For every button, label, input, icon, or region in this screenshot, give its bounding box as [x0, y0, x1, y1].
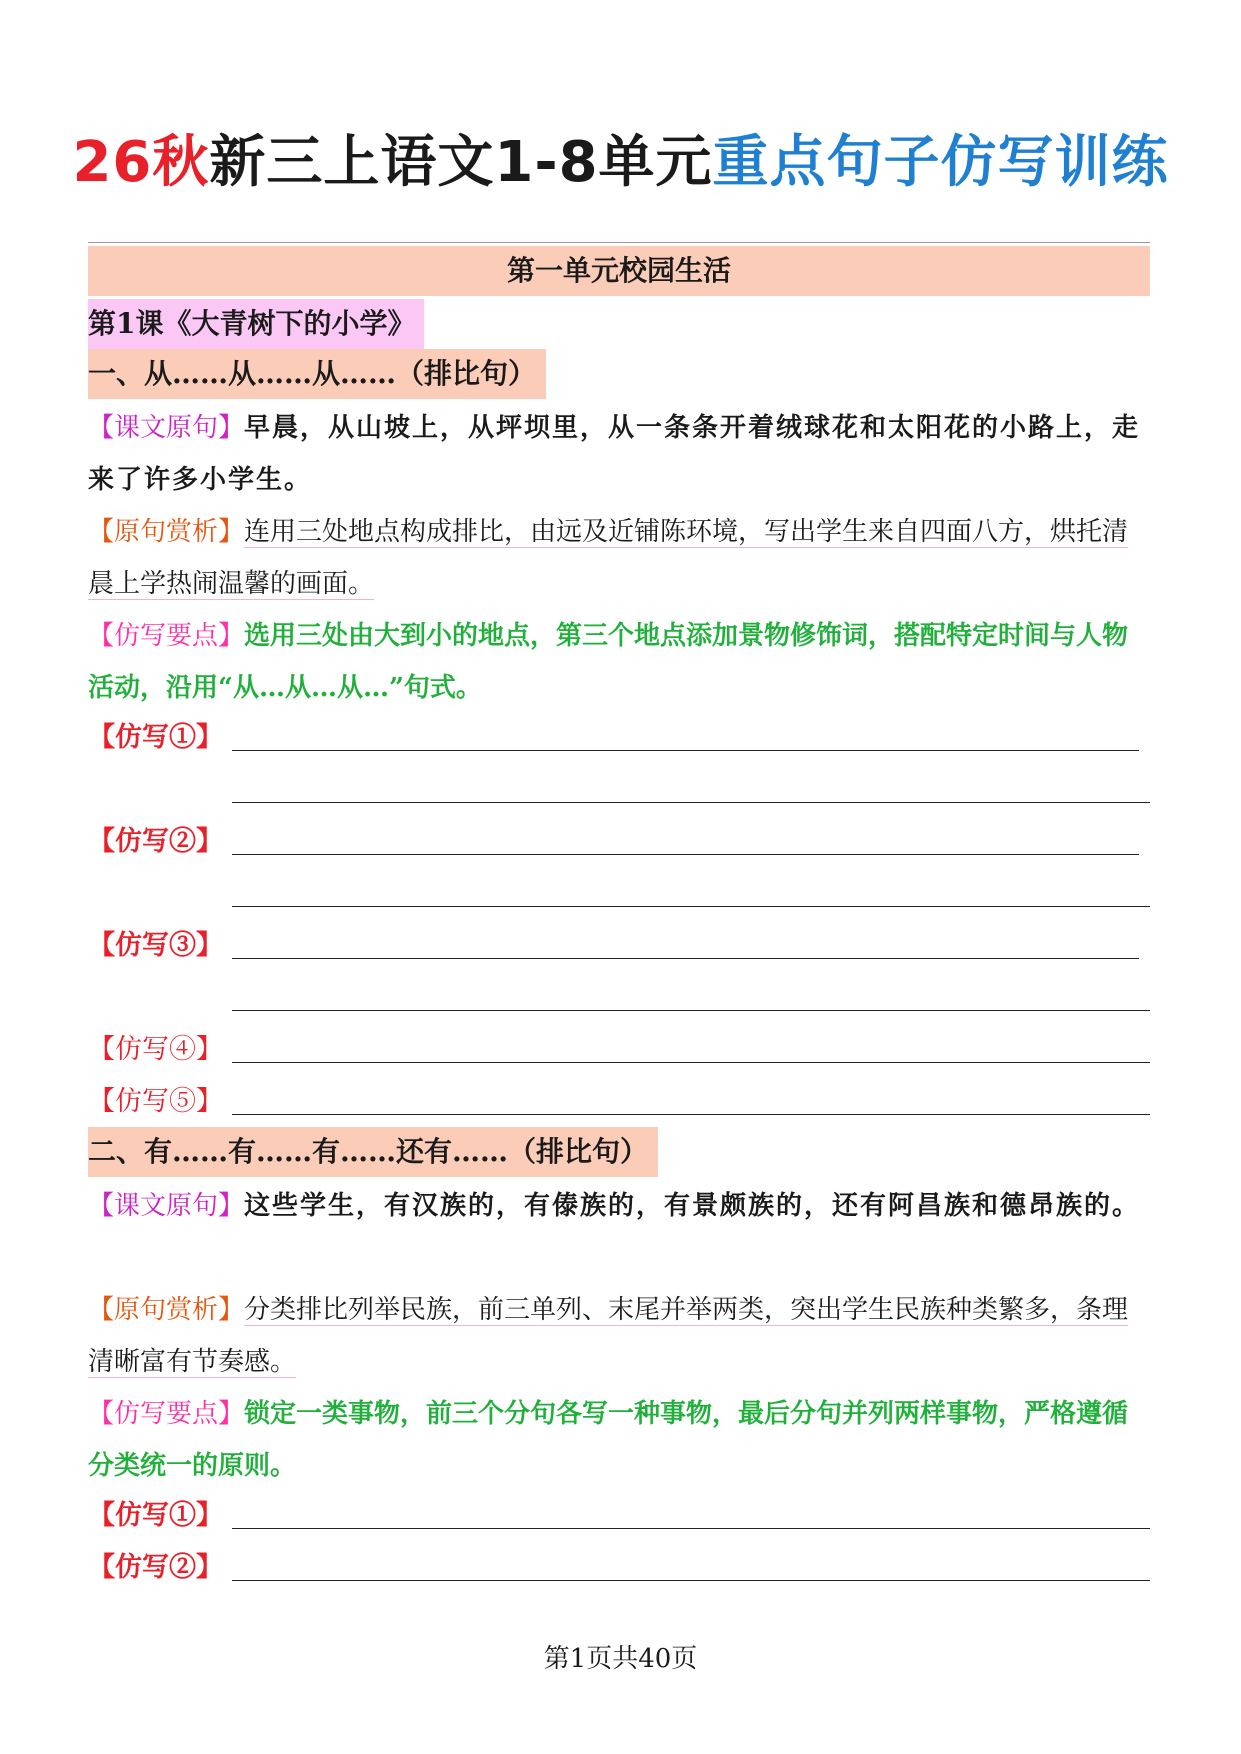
- key-text: 选用三处由大到小的地点，第三个地点添加景物修饰词，搭配特定时间与人物活动，沿用“从…从…从…”句式。: [88, 621, 1129, 703]
- answer-line[interactable]: [232, 1062, 1150, 1063]
- practice-label-2: 【仿写②】: [88, 826, 223, 857]
- key-text: 锁定一类事物，前三个分句各写一种事物，最后分句并列两样事物，严格遵循分类统一的原则。: [88, 1399, 1129, 1481]
- original-sentence-1: [88, 402, 1150, 506]
- answer-line[interactable]: [232, 1528, 1150, 1529]
- answer-line[interactable]: [232, 1580, 1150, 1581]
- practice-label-4: 【仿写④】: [88, 1034, 223, 1065]
- original-sentence-2: [88, 1180, 1150, 1232]
- original-tag: 【课文原句】: [88, 1191, 245, 1221]
- analysis-tag: 【原句赏析】: [88, 1295, 245, 1325]
- analysis-2: [88, 1284, 1150, 1388]
- practice-label-6: 【仿写①】: [88, 1500, 223, 1531]
- key-points-2: [88, 1388, 1150, 1492]
- original-text: 早晨，从山坡上，从坪坝里，从一条条开着绒球花和太阳花的小路上，走来了许多小学生。: [88, 413, 1141, 495]
- answer-line[interactable]: [232, 958, 1139, 959]
- title-year: 26秋: [72, 130, 210, 195]
- page-number: 第1页共40页: [543, 1644, 698, 1674]
- original-text: 这些学生，有汉族的，有傣族的，有景颇族的，还有阿昌族和德昂族的。: [244, 1191, 1141, 1221]
- key-tag: 【仿写要点】: [88, 1399, 245, 1429]
- section-heading-2: 二、有……有……有……还有……（排比句）: [88, 1127, 658, 1177]
- practice-label-7: 【仿写②】: [88, 1552, 223, 1583]
- unit-heading: 第一单元校园生活: [88, 246, 1150, 296]
- answer-line[interactable]: [232, 854, 1139, 855]
- analysis-1: [88, 506, 1150, 610]
- title-topic: 重点句子仿写训练: [712, 130, 1169, 195]
- key-points-1: [88, 610, 1150, 714]
- answer-line[interactable]: [232, 750, 1139, 751]
- analysis-tag: 【原句赏析】: [88, 517, 245, 547]
- answer-line[interactable]: [232, 906, 1150, 907]
- answer-line[interactable]: [232, 1114, 1150, 1115]
- key-tag: 【仿写要点】: [88, 621, 245, 651]
- lesson-heading: 第1课《大青树下的小学》: [88, 299, 424, 349]
- title-grade: 新三上语文1-8单元: [209, 130, 713, 195]
- answer-line[interactable]: [232, 802, 1150, 803]
- analysis-text: 连用三处地点构成排比，由远及近铺陈环境，写出学生来自四面八方，烘托清晨上学热闹温馨的画面。: [88, 517, 1129, 599]
- original-tag: 【课文原句】: [88, 413, 245, 443]
- answer-line[interactable]: [232, 1010, 1150, 1011]
- analysis-text: 分类排比列举民族，前三单列、末尾并举两类，突出学生民族种类繁多，条理清晰富有节奏感。: [88, 1295, 1129, 1377]
- practice-label-1: 【仿写①】: [88, 722, 223, 753]
- divider: [88, 242, 1150, 243]
- practice-label-5: 【仿写⑤】: [88, 1086, 223, 1117]
- practice-label-3: 【仿写③】: [88, 930, 223, 961]
- section-heading-1: 一、从……从……从……（排比句）: [88, 349, 546, 399]
- page-title: [0, 118, 1241, 198]
